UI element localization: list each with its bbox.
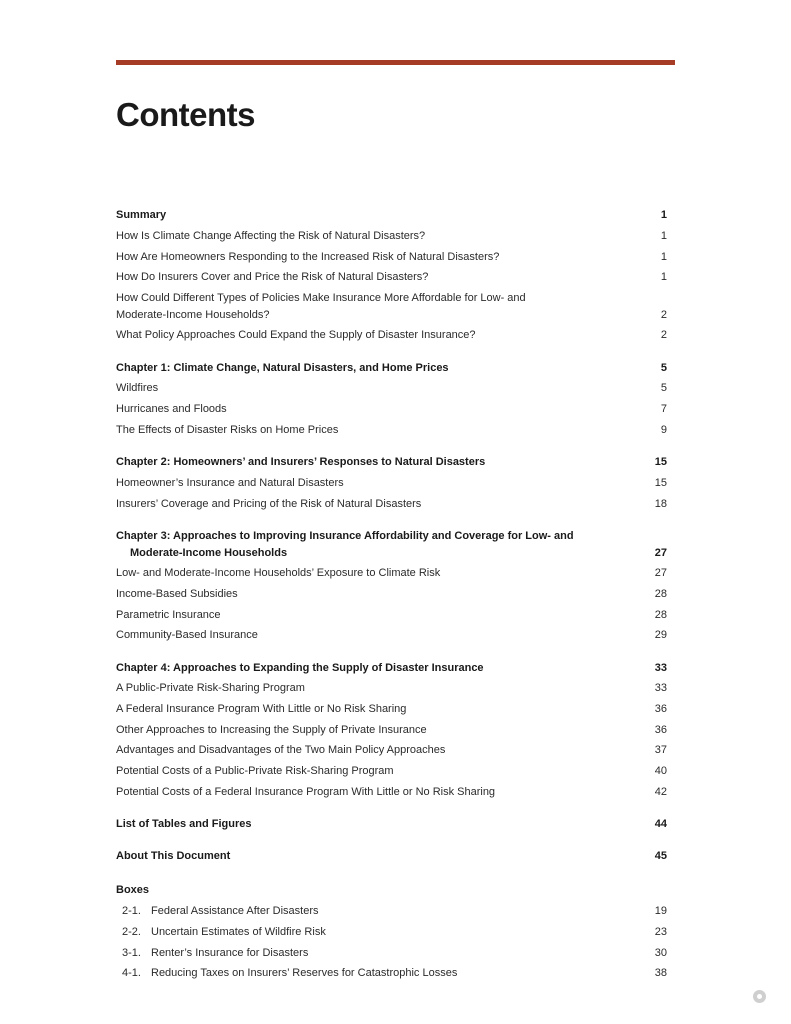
toc-page-number: 1 [660,230,667,242]
toc-page-number: 28 [654,609,667,621]
toc-page-number: 2 [660,309,667,321]
toc-entry-label: Potential Costs of a Public-Private Risk-Sharing Program [116,765,394,777]
toc-entry-label: A Public-Private Risk-Sharing Program [116,682,305,694]
toc-entry-label: How Could Different Types of Policies Make Insurance More Affordable for Low- and [116,292,526,304]
box-number: 4-1. [122,967,141,979]
toc-page-number: 38 [654,967,667,979]
toc-page-number: 42 [654,786,667,798]
page-marker-icon [753,990,766,1003]
toc-page-number: 40 [654,765,667,777]
toc-entry-label: Other Approaches to Increasing the Supply of Private Insurance [116,724,427,736]
toc-heading-label-continued: Moderate-Income Households [130,547,288,559]
toc-heading-label: Chapter 2: Homeowners’ and Insurers’ Responses to Natural Disasters [116,456,486,468]
toc-page-number: 36 [654,703,667,715]
toc-page-number: 44 [654,818,667,830]
toc-page-number: 15 [654,456,667,468]
toc-page-number: 1 [660,251,667,263]
toc-entry-label: Uncertain Estimates of Wildfire Risk [151,926,326,938]
toc-page-number: 45 [654,850,667,862]
toc-page-number: 1 [660,209,667,221]
page-title: Contents [116,96,255,133]
toc-page-number: 37 [654,744,667,756]
toc-entry-label: Hurricanes and Floods [116,403,227,415]
box-number: 2-1. [122,905,141,917]
toc-entry-label: Federal Assistance After Disasters [151,905,319,917]
toc-entry-label: Renter’s Insurance for Disasters [151,947,309,959]
toc-entry-label: What Policy Approaches Could Expand the Supply of Disaster Insurance? [116,329,476,341]
toc-page-number: 7 [660,403,667,415]
toc-page-number: 30 [654,947,667,959]
toc-page-number: 1 [660,271,667,283]
toc-entry-label: Low- and Moderate-Income Households’ Exposure to Climate Risk [116,567,441,579]
toc-entry-label: Income-Based Subsidies [116,588,238,600]
toc-entry-label: How Do Insurers Cover and Price the Risk of Natural Disasters? [116,271,429,283]
toc-page-number: 28 [654,588,667,600]
toc-page-number: 33 [654,662,667,674]
toc-entry-label: The Effects of Disaster Risks on Home Prices [116,424,339,436]
toc-entry-label-continued: Moderate-Income Households? [116,309,270,321]
toc-entry-label: How Are Homeowners Responding to the Increased Risk of Natural Disasters? [116,251,500,263]
toc-page-number: 18 [654,498,667,510]
toc-page-number: 36 [654,724,667,736]
toc-page-number: 33 [654,682,667,694]
toc-page-number: 27 [654,567,667,579]
toc-page-number: 15 [654,477,667,489]
toc-entry-label: Community-Based Insurance [116,629,258,641]
box-number: 2-2. [122,926,141,938]
toc-entry-label: Wildfires [116,382,159,394]
toc-entry-label: How Is Climate Change Affecting the Risk of Natural Disasters? [116,230,426,242]
toc-entry-label: Potential Costs of a Federal Insurance Program With Little or No Risk Sharing [116,786,496,798]
toc-page-number: 2 [660,329,667,341]
toc-heading-label: Summary [116,209,167,221]
toc-entry-label: Insurers’ Coverage and Pricing of the Risk of Natural Disasters [116,498,422,510]
toc-entry[interactable] [116,290,667,324]
top-accent-rule [116,60,675,65]
toc-page-number: 23 [654,926,667,938]
toc-entry-chapter-3[interactable] [116,528,667,562]
toc-heading-label: Chapter 1: Climate Change, Natural Disasters, and Home Prices [116,362,449,374]
box-number: 3-1. [122,947,141,959]
toc-entry-label: Reducing Taxes on Insurers’ Reserves for Catastrophic Losses [151,967,458,979]
toc-entry-label: Advantages and Disadvantages of the Two Main Policy Approaches [116,744,446,756]
toc-page-number: 27 [654,547,667,559]
toc-page-number: 5 [660,382,667,394]
toc-heading-label: Chapter 4: Approaches to Expanding the Supply of Disaster Insurance [116,662,484,674]
toc-entry-label: Homeowner’s Insurance and Natural Disasters [116,477,344,489]
toc-entry-label: A Federal Insurance Program With Little or No Risk Sharing [116,703,407,715]
toc-page-number: 29 [654,629,667,641]
toc-heading-label: Chapter 3: Approaches to Improving Insurance Affordability and Coverage for Low- and [116,530,574,542]
toc-page-number: 5 [660,362,667,374]
toc-heading-label: List of Tables and Figures [116,818,252,830]
toc-entry-label: Parametric Insurance [116,609,221,621]
toc-heading-label: About This Document [116,850,231,862]
toc-page-number: 9 [660,424,667,436]
toc-page-number: 19 [654,905,667,917]
toc-heading-label: Boxes [116,884,150,896]
